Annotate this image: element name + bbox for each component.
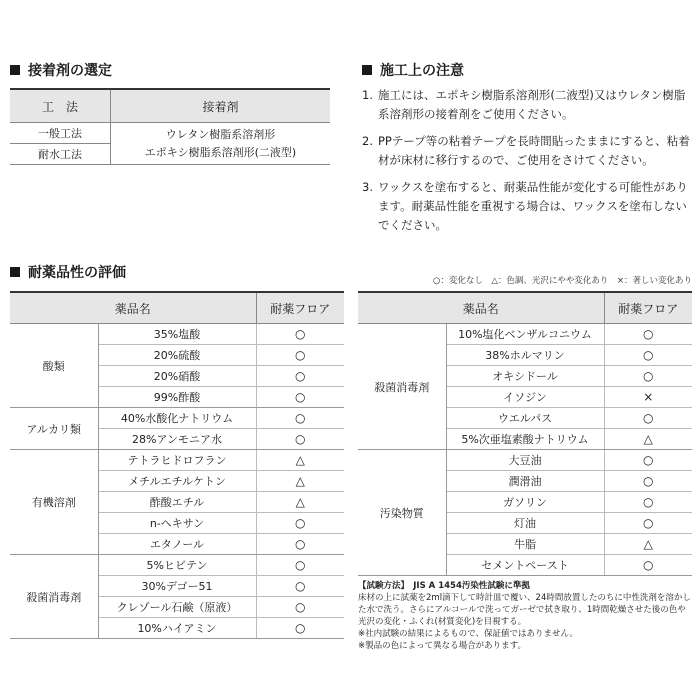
chemical-name: 35%塩酸 — [98, 324, 256, 345]
evaluation-mark: ○ — [604, 345, 692, 366]
evaluation-mark: △ — [256, 492, 344, 513]
evaluation-mark: ○ — [256, 597, 344, 618]
adhesive-line: エポキシ樹脂系溶剤形(二液型) — [144, 145, 297, 159]
chemical-row — [358, 450, 692, 471]
chemical-name: 10%塩化ベンザルコニウム — [446, 324, 604, 345]
category-cell: 殺菌消毒剤 — [358, 324, 446, 450]
evaluation-mark: △ — [604, 534, 692, 555]
note-item — [362, 132, 692, 170]
chemical-name: セメントペースト — [446, 555, 604, 576]
resistance-heading-text: 耐薬品性の評価 — [28, 265, 126, 281]
chemical-name: メチルエチルケトン — [98, 471, 256, 492]
chemical-name: 牛脂 — [446, 534, 604, 555]
evaluation-mark: △ — [256, 471, 344, 492]
evaluation-mark: ○ — [256, 345, 344, 366]
note-number: 3. — [362, 180, 373, 194]
adhesive-value — [111, 123, 331, 165]
chemical-name: 38%ホルマリン — [446, 345, 604, 366]
adhesive-header: 接着剤 — [111, 89, 331, 123]
adhesive-line: ウレタン樹脂系溶剤形 — [165, 127, 276, 141]
adhesive-table — [10, 88, 330, 165]
adhesive-heading — [10, 60, 112, 80]
evaluation-mark: ○ — [256, 534, 344, 555]
category-cell: 汚染物質 — [358, 450, 446, 576]
evaluation-mark: ○ — [256, 429, 344, 450]
evaluation-mark: ○ — [256, 324, 344, 345]
floor-header: 耐薬フロア — [256, 292, 344, 324]
chemical-name: 30%デゴー51 — [98, 576, 256, 597]
chemical-name: 5%ヒビテン — [98, 555, 256, 576]
chemical-name: テトラヒドロフラン — [98, 450, 256, 471]
resistance-table-left — [10, 291, 344, 639]
chemical-name: 28%アンモニア水 — [98, 429, 256, 450]
note-text: ワックスを塗布すると、耐薬品性能が変化する可能性があります。耐薬品性能を重視する場合は、ワックスを塗布しないでください。 — [378, 180, 688, 232]
chemical-name: 酢酸エチル — [98, 492, 256, 513]
note-number: 2. — [362, 134, 373, 148]
chemical-row — [10, 450, 344, 471]
chemical-name: 40%水酸化ナトリウム — [98, 408, 256, 429]
evaluation-mark: ○ — [256, 555, 344, 576]
test-method-body: 床材の上に試薬を2ml滴下して時計皿で覆い、24時間放置したのちに中性洗剤を溶かした水で洗う。さらにアルコールで洗ってガーゼで拭き取り、1時間乾燥させた後の色や光沢の変化・ふくれ(材質変化)を目視する。 — [358, 593, 691, 627]
chemical-name: エタノール — [98, 534, 256, 555]
square-bullet-icon — [362, 65, 372, 75]
chemical-name-header: 薬品名 — [10, 292, 256, 324]
notes-heading — [362, 60, 464, 80]
evaluation-mark: ○ — [256, 576, 344, 597]
chemical-name: 灯油 — [446, 513, 604, 534]
category-cell: 有機溶剤 — [10, 450, 98, 555]
evaluation-mark: ○ — [256, 513, 344, 534]
chemical-name-header: 薬品名 — [358, 292, 604, 324]
chemical-name: 99%酢酸 — [98, 387, 256, 408]
note-number: 1. — [362, 88, 373, 102]
note-text: PPテープ等の粘着テープを長時間貼ったままにすると、粘着材が床材に移行するので、ご使用をさけてください。 — [378, 134, 690, 167]
evaluation-mark: ○ — [604, 471, 692, 492]
method-waterproof: 耐水工法 — [10, 144, 111, 165]
test-method-title: 【試験方法】 JIS A 1454汚染性試験に準拠 — [358, 581, 530, 591]
chemical-name: 20%硝酸 — [98, 366, 256, 387]
chemical-row — [10, 324, 344, 345]
evaluation-mark: ○ — [256, 387, 344, 408]
chemical-name: ウエルパス — [446, 408, 604, 429]
category-cell: アルカリ類 — [10, 408, 98, 450]
resistance-heading — [10, 262, 126, 282]
chemical-name: 大豆油 — [446, 450, 604, 471]
square-bullet-icon — [10, 267, 20, 277]
note-text: 施工には、エポキシ樹脂系溶剤形(二液型)又はウレタン樹脂系溶剤形の接着剤をご使用ください。 — [378, 88, 686, 121]
evaluation-mark: × — [604, 387, 692, 408]
chemical-name: 潤滑油 — [446, 471, 604, 492]
floor-header: 耐薬フロア — [604, 292, 692, 324]
chemical-name: 5%次亜塩素酸ナトリウム — [446, 429, 604, 450]
evaluation-mark: ○ — [604, 450, 692, 471]
evaluation-mark: △ — [604, 429, 692, 450]
evaluation-legend: ○：変化なし △：色調、光沢にやや変化あり ×：著しい変化あり — [432, 276, 692, 286]
chemical-name: オキシドール — [446, 366, 604, 387]
chemical-name: n-ヘキサン — [98, 513, 256, 534]
notes-heading-text: 施工上の注意 — [380, 63, 464, 79]
chemical-name: ガソリン — [446, 492, 604, 513]
method-header: 工 法 — [10, 89, 111, 123]
chemical-row — [358, 324, 692, 345]
evaluation-mark: △ — [256, 450, 344, 471]
chemical-row — [10, 555, 344, 576]
test-method-note: ※社内試験の結果によるもので、保証値ではありません。 — [358, 629, 578, 639]
evaluation-mark: ○ — [604, 366, 692, 387]
chemical-name: 20%硫酸 — [98, 345, 256, 366]
category-cell: 殺菌消毒剤 — [10, 555, 98, 639]
evaluation-mark: ○ — [256, 366, 344, 387]
square-bullet-icon — [10, 65, 20, 75]
adhesive-heading-text: 接着剤の選定 — [28, 63, 112, 79]
evaluation-mark: ○ — [604, 555, 692, 576]
test-method-note: ※製品の色によって異なる場合があります。 — [358, 641, 526, 651]
evaluation-mark: ○ — [256, 618, 344, 639]
construction-notes — [362, 86, 692, 243]
chemical-row — [10, 408, 344, 429]
note-item — [362, 178, 692, 235]
chemical-name: 10%ハイアミン — [98, 618, 256, 639]
evaluation-mark: ○ — [604, 492, 692, 513]
resistance-table-right — [358, 291, 692, 576]
method-general: 一般工法 — [10, 123, 111, 144]
evaluation-mark: ○ — [604, 324, 692, 345]
test-method — [358, 580, 694, 652]
category-cell: 酸類 — [10, 324, 98, 408]
evaluation-mark: ○ — [604, 408, 692, 429]
chemical-name: クレゾール石鹸（原液） — [98, 597, 256, 618]
note-item — [362, 86, 692, 124]
evaluation-mark: ○ — [256, 408, 344, 429]
chemical-name: イソジン — [446, 387, 604, 408]
evaluation-mark: ○ — [604, 513, 692, 534]
